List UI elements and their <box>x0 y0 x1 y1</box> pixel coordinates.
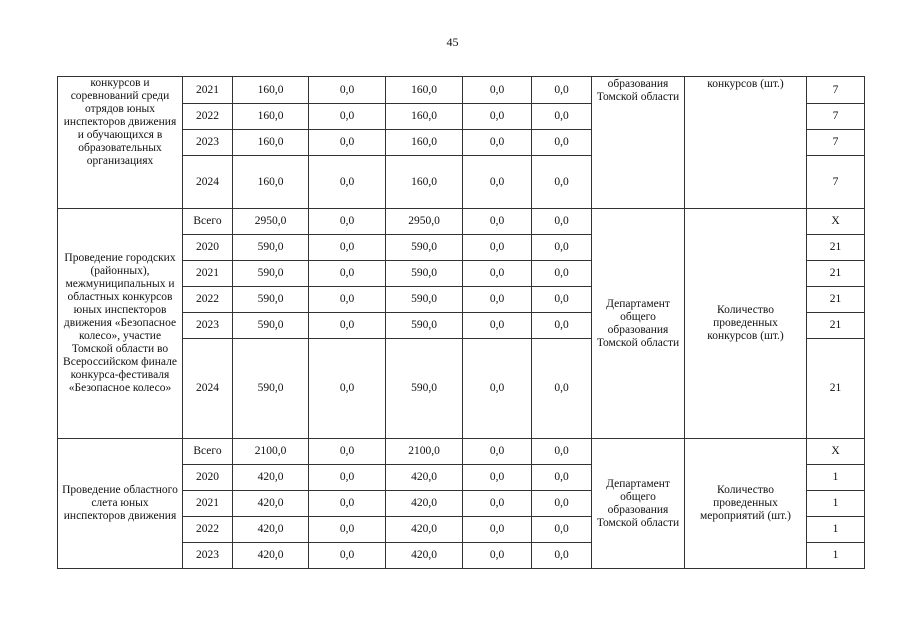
responsible-department: образования Томской области <box>592 77 685 209</box>
total-cell: 420,0 <box>233 465 309 491</box>
regional-cell: 160,0 <box>386 77 463 104</box>
federal-cell: 0,0 <box>309 261 386 287</box>
regional-cell: 590,0 <box>386 261 463 287</box>
indicator-value-cell: 21 <box>807 235 865 261</box>
indicator-value-cell: 7 <box>807 130 865 156</box>
extra-budget-cell: 0,0 <box>532 439 592 465</box>
total-cell: 420,0 <box>233 543 309 569</box>
extra-budget-cell: 0,0 <box>532 235 592 261</box>
responsible-department: Департамент общего образования Томской области <box>592 209 685 439</box>
federal-cell: 0,0 <box>309 130 386 156</box>
extra-budget-cell: 0,0 <box>532 465 592 491</box>
indicator-name: Количество проведенных конкурсов (шт.) <box>685 209 807 439</box>
total-cell: 420,0 <box>233 491 309 517</box>
local-cell: 0,0 <box>463 77 532 104</box>
year-cell: 2020 <box>183 235 233 261</box>
federal-cell: 0,0 <box>309 543 386 569</box>
indicator-value-cell: 7 <box>807 77 865 104</box>
federal-cell: 0,0 <box>309 235 386 261</box>
measure-description: Проведение городских (районных), межмуниципальных и областных конкурсов юных инспекторов движения «Безопасное колесо», участие Томской области во Всероссийском финале конкурса-фестиваля «Безопасное колесо» <box>58 209 183 439</box>
local-cell: 0,0 <box>463 313 532 339</box>
indicator-value-cell: X <box>807 209 865 235</box>
extra-budget-cell: 0,0 <box>532 156 592 209</box>
regional-cell: 160,0 <box>386 104 463 130</box>
page-number: 45 <box>446 35 459 49</box>
federal-cell: 0,0 <box>309 517 386 543</box>
local-cell: 0,0 <box>463 339 532 439</box>
regional-cell: 420,0 <box>386 491 463 517</box>
indicator-value-cell: 1 <box>807 491 865 517</box>
year-cell: 2023 <box>183 130 233 156</box>
regional-cell: 420,0 <box>386 465 463 491</box>
local-cell: 0,0 <box>463 543 532 569</box>
local-cell: 0,0 <box>463 465 532 491</box>
year-cell: 2024 <box>183 156 233 209</box>
federal-cell: 0,0 <box>309 491 386 517</box>
year-cell: 2021 <box>183 77 233 104</box>
total-cell: 160,0 <box>233 77 309 104</box>
regional-cell: 590,0 <box>386 235 463 261</box>
federal-cell: 0,0 <box>309 465 386 491</box>
indicator-value-cell: 1 <box>807 517 865 543</box>
total-cell: 590,0 <box>233 287 309 313</box>
local-cell: 0,0 <box>463 104 532 130</box>
indicator-value-cell: 21 <box>807 339 865 439</box>
indicator-value-cell: 21 <box>807 261 865 287</box>
total-cell: 590,0 <box>233 235 309 261</box>
year-cell: 2022 <box>183 517 233 543</box>
federal-cell: 0,0 <box>309 104 386 130</box>
local-cell: 0,0 <box>463 130 532 156</box>
year-cell: 2020 <box>183 465 233 491</box>
federal-cell: 0,0 <box>309 439 386 465</box>
indicator-name: Количество проведенных мероприятий (шт.) <box>685 439 807 569</box>
local-cell: 0,0 <box>463 235 532 261</box>
year-cell: 2021 <box>183 491 233 517</box>
federal-cell: 0,0 <box>309 209 386 235</box>
federal-cell: 0,0 <box>309 339 386 439</box>
total-cell: 420,0 <box>233 517 309 543</box>
measure-description: Проведение областного слета юных инспекторов движения <box>58 439 183 569</box>
indicator-value-cell: 21 <box>807 287 865 313</box>
table-row <box>58 439 865 465</box>
year-cell: Всего <box>183 439 233 465</box>
indicator-name: конкурсов (шт.) <box>685 77 807 209</box>
extra-budget-cell: 0,0 <box>532 261 592 287</box>
extra-budget-cell: 0,0 <box>532 209 592 235</box>
federal-cell: 0,0 <box>309 313 386 339</box>
regional-cell: 420,0 <box>386 543 463 569</box>
local-cell: 0,0 <box>463 517 532 543</box>
indicator-value-cell: 21 <box>807 313 865 339</box>
local-cell: 0,0 <box>463 261 532 287</box>
year-cell: Всего <box>183 209 233 235</box>
total-cell: 590,0 <box>233 261 309 287</box>
extra-budget-cell: 0,0 <box>532 339 592 439</box>
extra-budget-cell: 0,0 <box>532 543 592 569</box>
total-cell: 160,0 <box>233 130 309 156</box>
total-cell: 590,0 <box>233 339 309 439</box>
regional-cell: 2100,0 <box>386 439 463 465</box>
local-cell: 0,0 <box>463 491 532 517</box>
regional-cell: 590,0 <box>386 339 463 439</box>
regional-cell: 590,0 <box>386 313 463 339</box>
total-cell: 160,0 <box>233 156 309 209</box>
local-cell: 0,0 <box>463 287 532 313</box>
extra-budget-cell: 0,0 <box>532 287 592 313</box>
year-cell: 2021 <box>183 261 233 287</box>
extra-budget-cell: 0,0 <box>532 77 592 104</box>
indicator-value-cell: X <box>807 439 865 465</box>
table-row <box>58 209 865 235</box>
regional-cell: 590,0 <box>386 287 463 313</box>
extra-budget-cell: 0,0 <box>532 313 592 339</box>
federal-cell: 0,0 <box>309 156 386 209</box>
local-cell: 0,0 <box>463 439 532 465</box>
indicator-value-cell: 7 <box>807 104 865 130</box>
program-table <box>57 76 865 569</box>
local-cell: 0,0 <box>463 156 532 209</box>
regional-cell: 2950,0 <box>386 209 463 235</box>
year-cell: 2022 <box>183 104 233 130</box>
extra-budget-cell: 0,0 <box>532 491 592 517</box>
year-cell: 2023 <box>183 313 233 339</box>
indicator-value-cell: 1 <box>807 543 865 569</box>
table-row <box>58 77 865 104</box>
extra-budget-cell: 0,0 <box>532 104 592 130</box>
measure-description: конкурсов и соревнований среди отрядов юных инспекторов движения и обучающихся в образовательных организациях <box>58 77 183 209</box>
total-cell: 2100,0 <box>233 439 309 465</box>
regional-cell: 420,0 <box>386 517 463 543</box>
year-cell: 2024 <box>183 339 233 439</box>
local-cell: 0,0 <box>463 209 532 235</box>
federal-cell: 0,0 <box>309 287 386 313</box>
total-cell: 2950,0 <box>233 209 309 235</box>
extra-budget-cell: 0,0 <box>532 130 592 156</box>
total-cell: 160,0 <box>233 104 309 130</box>
extra-budget-cell: 0,0 <box>532 517 592 543</box>
indicator-value-cell: 7 <box>807 156 865 209</box>
regional-cell: 160,0 <box>386 130 463 156</box>
total-cell: 590,0 <box>233 313 309 339</box>
indicator-value-cell: 1 <box>807 465 865 491</box>
year-cell: 2022 <box>183 287 233 313</box>
federal-cell: 0,0 <box>309 77 386 104</box>
regional-cell: 160,0 <box>386 156 463 209</box>
responsible-department: Департамент общего образования Томской области <box>592 439 685 569</box>
year-cell: 2023 <box>183 543 233 569</box>
